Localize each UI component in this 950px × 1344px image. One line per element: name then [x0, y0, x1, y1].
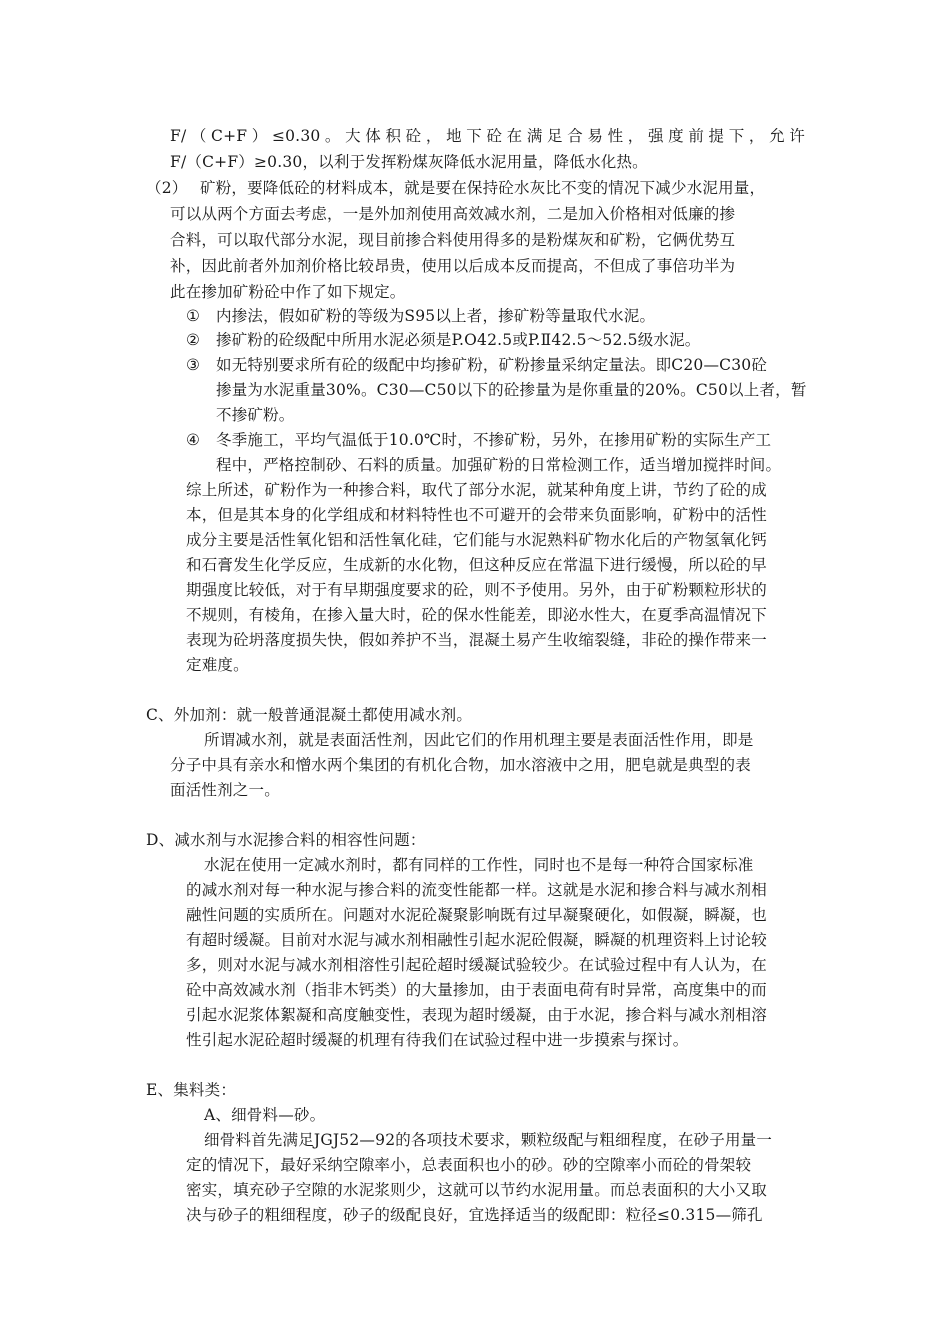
item4-line-2: 程中，严格控制砂、石料的质量。加强矿粉的日常检测工作，适当增加搅拌时间。 — [216, 456, 782, 474]
para2-marker: （2） — [146, 179, 188, 197]
section-d-line-4: 有超时缓凝。目前对水泥与减水剂相融性引起水泥砼假凝，瞬凝的机理资料上讨论较 — [186, 931, 767, 949]
summary-line-2: 本，但是其本身的化学组成和材料特性也不可避开的会带来负面影响，矿粉中的活性 — [186, 506, 767, 524]
para2-line-2: 可以从两个方面去考虑，一是外加剂使用高效减水剂，二是加入价格相对低廉的掺 — [170, 205, 736, 223]
section-e-heading: E、集料类： — [146, 1081, 237, 1099]
summary-line-3: 成分主要是活性氧化铝和活性氧化硅，它们能与水泥熟料矿物水化后的产物氢氧化钙 — [186, 531, 767, 549]
section-d-line-8: 性引起水泥砼超时缓凝的机理有待我们在试验过程中进一步摸索与探讨。 — [186, 1031, 689, 1049]
item3-line-3: 不掺矿粉。 — [216, 406, 295, 424]
summary-line-7: 表现为砼坍落度损失快，假如养护不当，混凝土易产生收缩裂缝，非砼的操作带来一 — [186, 631, 767, 649]
para2-line-3: 合料，可以取代部分水泥，现目前掺合料使用得多的是粉煤灰和矿粉，它俩优势互 — [170, 231, 736, 249]
section-c-heading: C、外加剂：就一般普通混凝土都使用减水剂。 — [146, 706, 473, 724]
section-d-line-1: 水泥在使用一定减水剂时，都有同样的工作性，同时也不是每一种符合国家标准 — [204, 856, 754, 874]
item3-line-1: 如无特别要求所有砼的级配中均掺矿粉，矿粉掺量采纳定量法。即C20—C30砼 — [216, 356, 768, 374]
item4-line-1: 冬季施工，平均气温低于10.0℃时，不掺矿粉，另外，在掺用矿粉的实际生产工 — [216, 431, 772, 449]
section-d-line-7: 引起水泥浆体絮凝和高度触变性，表现为超时缓凝，由于水泥，掺合料与减水剂相溶 — [186, 1006, 767, 1024]
item1-marker: ① — [186, 307, 201, 325]
item4-marker: ④ — [186, 431, 201, 449]
summary-line-1: 综上所述，矿粉作为一种掺合料，取代了部分水泥，就某种角度上讲，节约了砼的成 — [186, 481, 767, 499]
section-d-line-3: 融性问题的实质所在。问题对水泥砼凝聚影响既有过早凝聚硬化，如假凝，瞬凝，也 — [186, 906, 767, 924]
section-c-line-3: 面活性剂之一。 — [170, 781, 280, 799]
summary-line-4: 和石膏发生化学反应，生成新的水化物，但这种反应在常温下进行缓慢，所以砼的早 — [186, 556, 767, 574]
para1-line-2: F/（C+F）≥0.30，以利于发挥粉煤灰降低水泥用量，降低水化热。 — [170, 153, 648, 171]
section-d-line-6: 砼中高效减水剂（指非木钙类）的大量掺加，由于表面电荷有时异常，高度集中的而 — [186, 981, 767, 999]
item3-line-2: 掺量为水泥重量30%。C30—C50以下的砼掺量为是你重量的20%。C50以上者，暂 — [216, 381, 807, 399]
section-e-line-2: 定的情况下，最好采纳空隙率小，总表面积也小的砂。砂的空隙率小而砼的骨架较 — [186, 1156, 752, 1174]
item1-line-1: 内掺法，假如矿粉的等级为S95以上者，掺矿粉等量取代水泥。 — [216, 307, 656, 325]
summary-line-8: 定难度。 — [186, 656, 249, 674]
section-e-subheading: A、细骨料—砂。 — [204, 1106, 326, 1124]
para1-line-1: F/（C+F）≤0.30。大体积砼，地下砼在满足合易性，强度前提下，允许 — [170, 127, 805, 145]
item2-line-1: 掺矿粉的砼级配中所用水泥必须是P.O42.5或P.Ⅱ42.5～52.5级水泥。 — [216, 331, 701, 349]
para2-line-4: 补，因此前者外加剂价格比较昂贵，使用以后成本反而提高，不但成了事倍功半为 — [170, 257, 736, 275]
section-c-line-1: 所谓减水剂，就是表面活性剂，因此它们的作用机理主要是表面活性作用，即是 — [204, 731, 754, 749]
section-d-line-5: 多，则对水泥与减水剂相溶性引起砼超时缓凝试验较少。在试验过程中有人认为，在 — [186, 956, 767, 974]
section-d-heading: D、减水剂与水泥掺合料的相容性问题： — [146, 831, 426, 849]
summary-line-5: 期强度比较低，对于有早期强度要求的砼，则不予使用。另外，由于矿粉颗粒形状的 — [186, 581, 767, 599]
item2-marker: ② — [186, 331, 201, 349]
item3-marker: ③ — [186, 356, 201, 374]
section-e-line-4: 决与砂子的粗细程度，砂子的级配良好，宜选择适当的级配即：粒径≤0.315—筛孔 — [186, 1206, 763, 1224]
summary-line-6: 不规则，有棱角，在掺入量大时，砼的保水性能差，即泌水性大，在夏季高温情况下 — [186, 606, 767, 624]
para2-line-1: 矿粉，要降低砼的材料成本，就是要在保持砼水灰比不变的情况下减少水泥用量， — [200, 179, 766, 197]
section-e-line-1: 细骨料首先满足JGJ52—92的各项技术要求，颗粒级配与粗细程度，在砂子用量一 — [204, 1131, 773, 1149]
section-d-line-2: 的减水剂对每一种水泥与掺合料的流变性能都一样。这就是水泥和掺合料与减水剂相 — [186, 881, 767, 899]
section-c-line-2: 分子中具有亲水和憎水两个集团的有机化合物，加水溶液中之用，肥皂就是典型的表 — [170, 756, 751, 774]
section-e-line-3: 密实，填充砂子空隙的水泥浆则少，这就可以节约水泥用量。而总表面积的大小又取 — [186, 1181, 767, 1199]
para2-line-5: 此在掺加矿粉砼中作了如下规定。 — [170, 283, 406, 301]
